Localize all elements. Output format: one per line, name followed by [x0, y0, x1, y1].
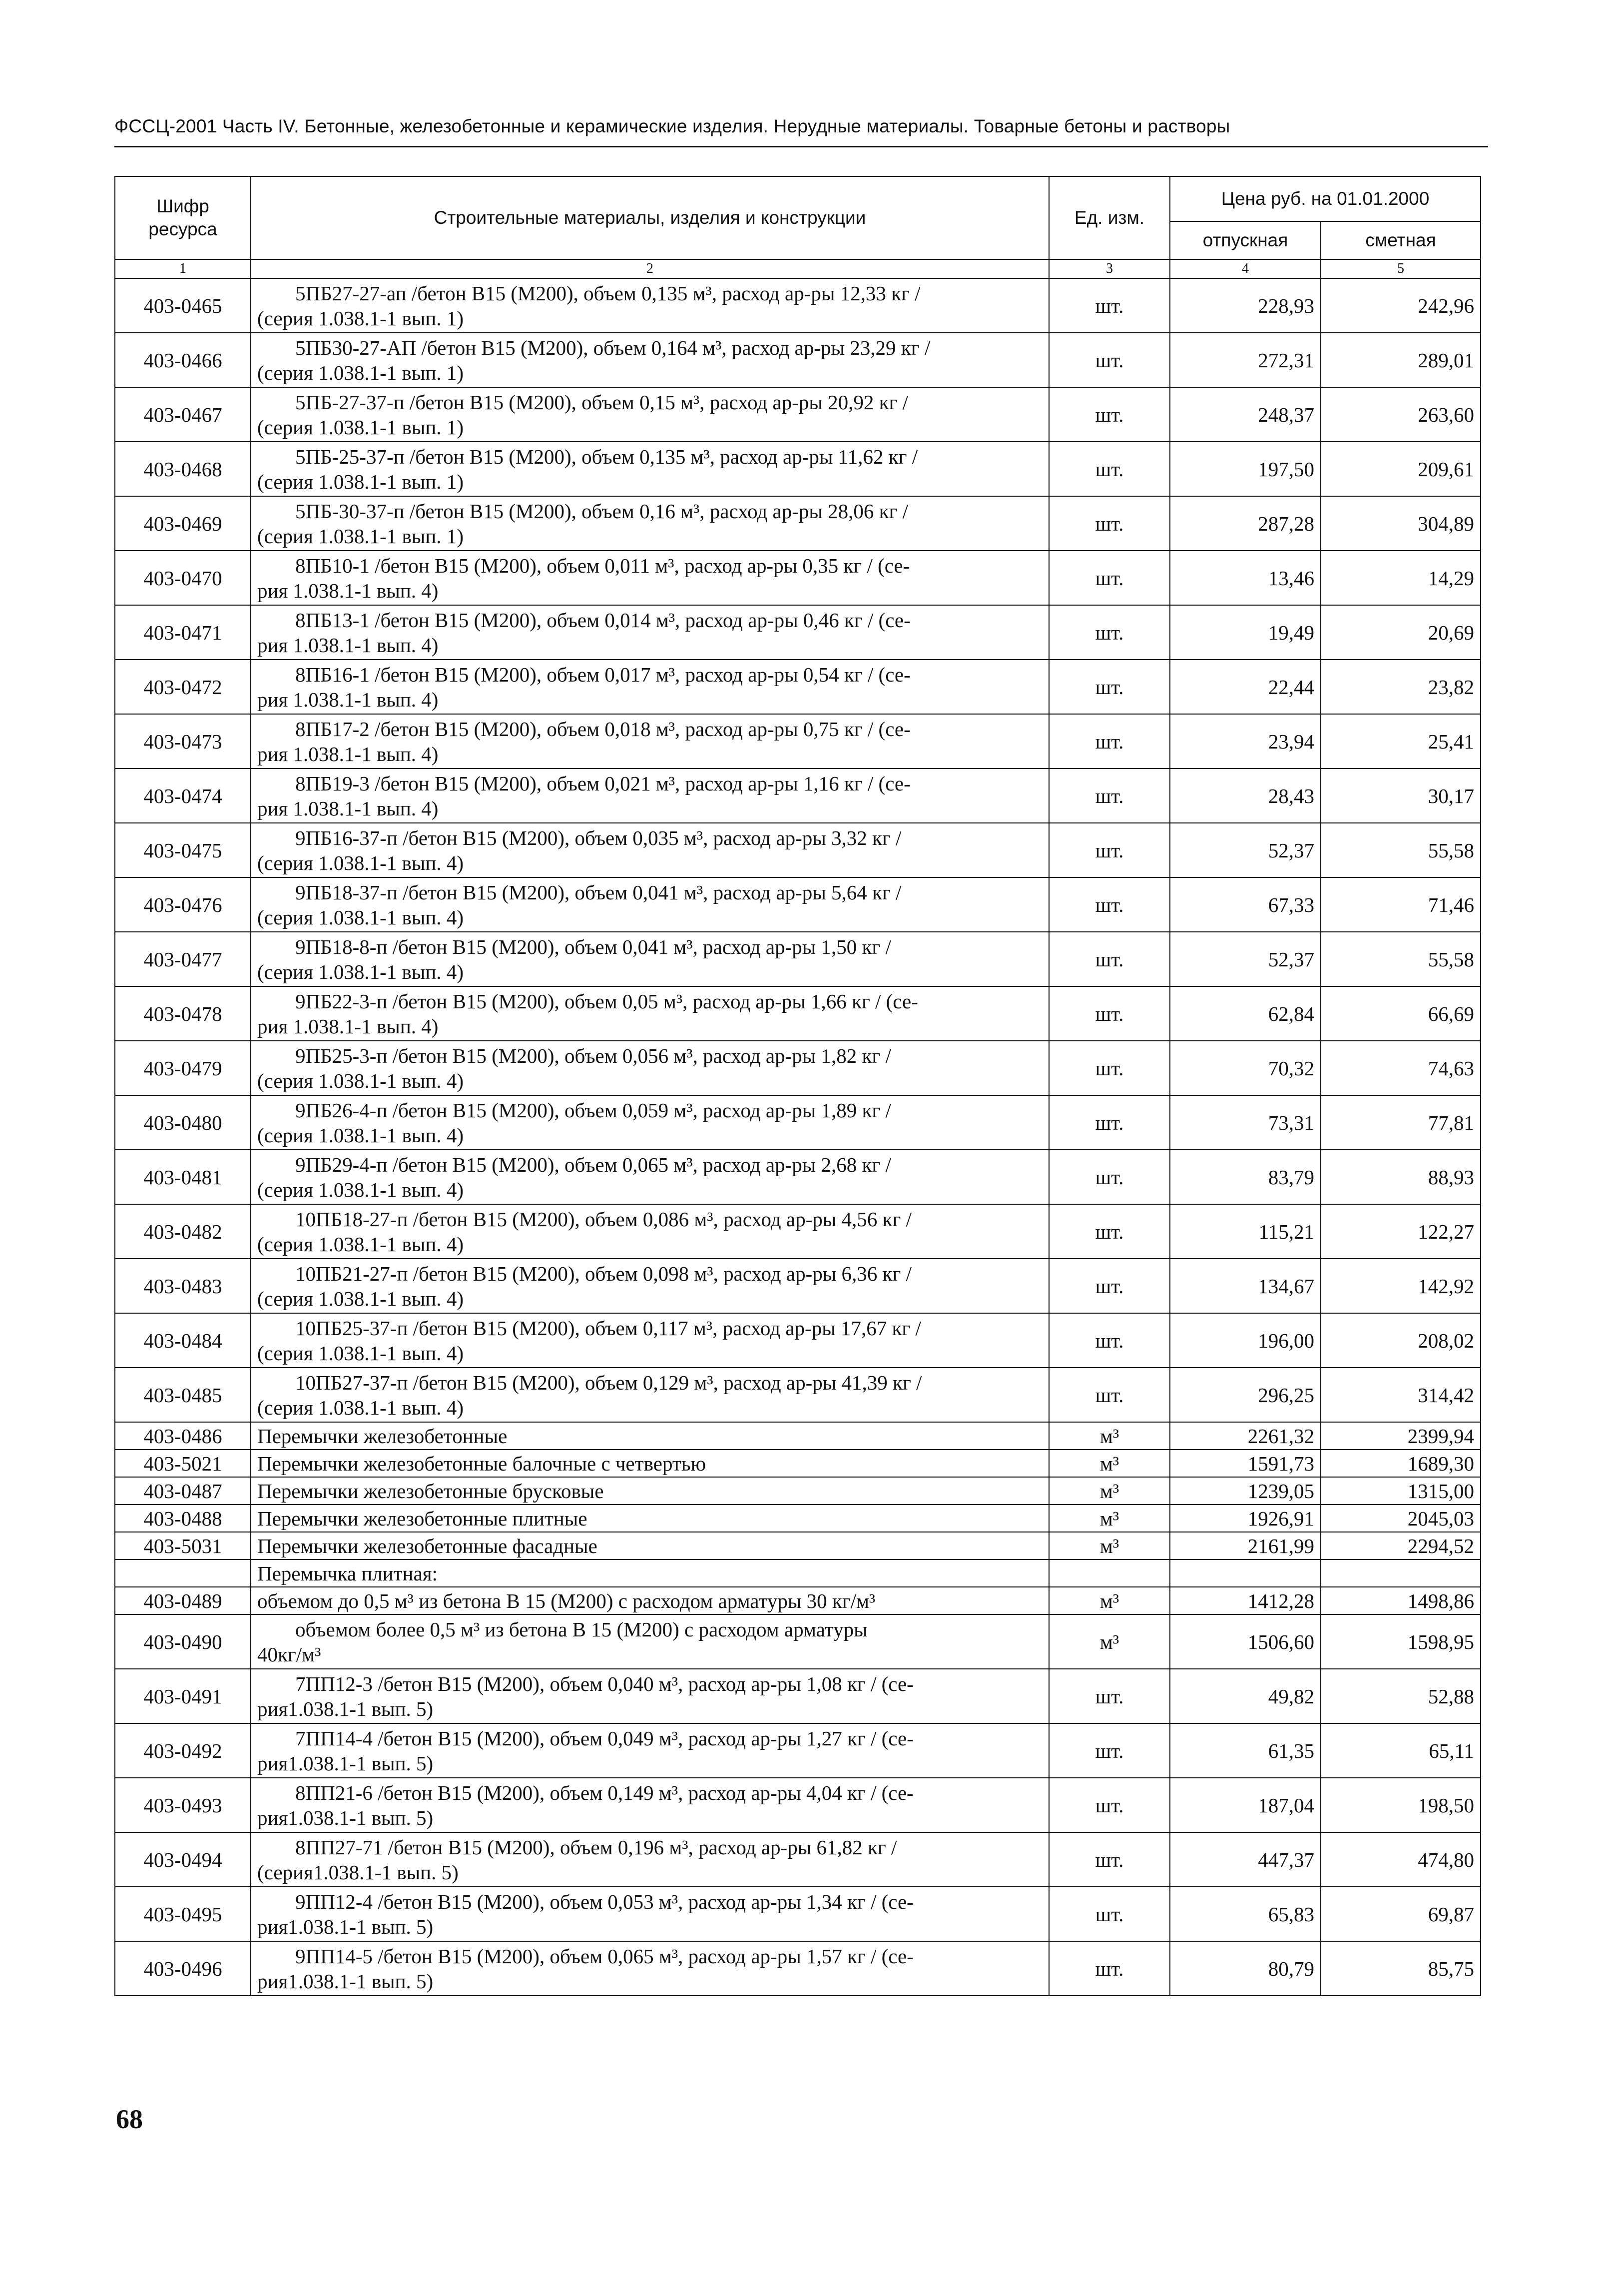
price-release-cell: 296,25: [1170, 1368, 1321, 1422]
resource-code: 403-0475: [115, 823, 251, 877]
unit-cell: шт.: [1049, 333, 1170, 387]
unit-cell: м³: [1049, 1450, 1170, 1477]
resource-name-line: 9ПБ26-4-п /бетон В15 (М200), объем 0,059 м³, расход ар-ры 1,89 кг /: [295, 1098, 891, 1122]
resource-name-line: 5ПБ-25-37-п /бетон В15 (М200), объем 0,135 м³, расход ар-ры 11,62 кг /: [295, 445, 918, 468]
column-number: 1: [115, 259, 251, 278]
unit-cell: шт.: [1049, 278, 1170, 333]
resource-name: [251, 605, 1049, 660]
price-release-cell: 2261,32: [1170, 1422, 1321, 1450]
resource-name: [251, 1204, 1049, 1259]
resource-name-line: объемом более 0,5 м³ из бетона В 15 (М200) с расходом арматуры: [295, 1617, 868, 1641]
price-release-cell: 447,37: [1170, 1832, 1321, 1887]
price-release-cell: 1926,91: [1170, 1505, 1321, 1532]
price-release-cell: 52,37: [1170, 932, 1321, 986]
resource-code: 403-0467: [115, 387, 251, 442]
resource-code: 403-0476: [115, 877, 251, 932]
resource-code: 403-0473: [115, 714, 251, 768]
resource-name-line: 8ПБ17-2 /бетон В15 (М200), объем 0,018 м³, расход ар-ры 0,75 кг / (се-: [295, 717, 911, 741]
resource-name-line: рия 1.038.1-1 вып. 4): [257, 796, 439, 820]
resource-code: 403-0480: [115, 1095, 251, 1150]
price-estimate-cell: 66,69: [1321, 986, 1481, 1041]
resource-name-line: (серия 1.038.1-1 вып. 1): [257, 470, 464, 493]
price-estimate-cell: 1498,86: [1321, 1587, 1481, 1614]
price-estimate-cell: 69,87: [1321, 1887, 1481, 1941]
resource-name-line: 8ПБ16-1 /бетон В15 (М200), объем 0,017 м³, расход ар-ры 0,54 кг / (се-: [295, 663, 911, 686]
resource-name-line: рия 1.038.1-1 вып. 4): [257, 688, 439, 711]
resource-name-line: (серия 1.038.1-1 вып. 1): [257, 361, 464, 384]
resource-name-line: (серия 1.038.1-1 вып. 4): [257, 1123, 464, 1147]
price-release-cell: 28,43: [1170, 768, 1321, 823]
resource-name-line: рия 1.038.1-1 вып. 4): [257, 742, 439, 765]
resource-code: 403-0482: [115, 1204, 251, 1259]
resource-name: [251, 1313, 1049, 1368]
unit-cell: шт.: [1049, 1259, 1170, 1313]
price-release-cell: 70,32: [1170, 1041, 1321, 1095]
price-release-cell: 13,46: [1170, 551, 1321, 605]
price-estimate-cell: 1315,00: [1321, 1477, 1481, 1505]
resource-name-line: 5ПБ-27-37-п /бетон В15 (М200), объем 0,15 м³, расход ар-ры 20,92 кг /: [295, 390, 909, 414]
resource-name-line: (серия 1.038.1-1 вып. 4): [257, 1287, 464, 1310]
table-row: [115, 768, 1481, 823]
price-release-cell: 52,37: [1170, 823, 1321, 877]
resource-name-line: 5ПБ27-27-ап /бетон В15 (М200), объем 0,135 м³, расход ар-ры 12,33 кг /: [295, 281, 921, 305]
header-code: Шифр ресурса: [115, 176, 251, 259]
price-release-cell: 134,67: [1170, 1259, 1321, 1313]
resource-name-line: 9ПБ29-4-п /бетон В15 (М200), объем 0,065 м³, расход ар-ры 2,68 кг /: [295, 1153, 891, 1176]
resource-name-line: 10ПБ21-27-п /бетон В15 (М200), объем 0,098 м³, расход ар-ры 6,36 кг /: [295, 1262, 912, 1285]
resource-code: 403-0471: [115, 605, 251, 660]
resource-name: [251, 333, 1049, 387]
table-row: [115, 1559, 1481, 1587]
resource-name-line: рия1.038.1-1 вып. 5): [257, 1915, 434, 1938]
price-estimate-cell: 314,42: [1321, 1368, 1481, 1422]
unit-cell: м³: [1049, 1532, 1170, 1559]
table-row: [115, 1150, 1481, 1204]
price-release-cell: 196,00: [1170, 1313, 1321, 1368]
resource-name-line: 8ПП27-71 /бетон В15 (М200), объем 0,196 м³, расход ар-ры 61,82 кг /: [295, 1835, 897, 1859]
table-row: [115, 551, 1481, 605]
resource-name-line: 10ПБ18-27-п /бетон В15 (М200), объем 0,086 м³, расход ар-ры 4,56 кг /: [295, 1207, 912, 1231]
resource-code: 403-0493: [115, 1778, 251, 1832]
resource-name: [251, 387, 1049, 442]
resource-name: [251, 660, 1049, 714]
price-estimate-cell: 209,61: [1321, 442, 1481, 496]
resource-name: [251, 496, 1049, 551]
page-number: 68: [116, 2104, 143, 2134]
price-estimate-cell: 52,88: [1321, 1669, 1481, 1723]
resource-name: Перемычки железобетонные брусковые: [251, 1477, 1049, 1505]
price-estimate-cell: 74,63: [1321, 1041, 1481, 1095]
unit-cell: шт.: [1049, 714, 1170, 768]
unit-cell: шт.: [1049, 768, 1170, 823]
price-estimate-cell: 2399,94: [1321, 1422, 1481, 1450]
resource-code: 403-0474: [115, 768, 251, 823]
resource-code: 403-0470: [115, 551, 251, 605]
resource-name-line: 9ПБ18-37-п /бетон В15 (М200), объем 0,041 м³, расход ар-ры 5,64 кг /: [295, 880, 902, 904]
resource-name-line: 9ПБ22-3-п /бетон В15 (М200), объем 0,05 м³, расход ар-ры 1,66 кг / (се-: [295, 989, 918, 1013]
table-row: [115, 660, 1481, 714]
table-row: [115, 714, 1481, 768]
resource-name-line: (серия 1.038.1-1 вып. 1): [257, 524, 464, 548]
resource-code: [115, 1559, 251, 1587]
resource-name-line: 7ПП14-4 /бетон В15 (М200), объем 0,049 м³, расход ар-ры 1,27 кг / (се-: [295, 1726, 914, 1750]
resource-code: 403-5021: [115, 1450, 251, 1477]
resource-name-line: (серия 1.038.1-1 вып. 4): [257, 1341, 464, 1365]
price-release-cell: 1239,05: [1170, 1477, 1321, 1505]
unit-cell: шт.: [1049, 605, 1170, 660]
resource-name: [251, 1368, 1049, 1422]
resource-name: [251, 1259, 1049, 1313]
price-release-cell: 228,93: [1170, 278, 1321, 333]
table-row: [115, 333, 1481, 387]
unit-cell: шт.: [1049, 1204, 1170, 1259]
resource-code: 403-0495: [115, 1887, 251, 1941]
price-estimate-cell: 304,89: [1321, 496, 1481, 551]
price-estimate-cell: [1321, 1559, 1481, 1587]
resource-name-line: (серия 1.038.1-1 вып. 1): [257, 415, 464, 439]
resource-code: 403-0487: [115, 1477, 251, 1505]
price-release-cell: 61,35: [1170, 1723, 1321, 1778]
table-row: [115, 1505, 1481, 1532]
header-price-group: Цена руб. на 01.01.2000: [1170, 176, 1481, 221]
table-row: [115, 442, 1481, 496]
resource-name: [251, 1832, 1049, 1887]
table-row: [115, 932, 1481, 986]
resource-name-line: (серия 1.038.1-1 вып. 4): [257, 1232, 464, 1256]
resource-code: 403-0492: [115, 1723, 251, 1778]
price-release-cell: 22,44: [1170, 660, 1321, 714]
price-release-cell: 197,50: [1170, 442, 1321, 496]
resource-name-line: рия 1.038.1-1 вып. 4): [257, 633, 439, 657]
resource-name: [251, 823, 1049, 877]
resource-name-line: (серия 1.038.1-1 вып. 1): [257, 306, 464, 330]
unit-cell: [1049, 1559, 1170, 1587]
table-row: [115, 1477, 1481, 1505]
resource-name: Перемычки железобетонные плитные: [251, 1505, 1049, 1532]
unit-cell: м³: [1049, 1505, 1170, 1532]
resource-code: 403-0494: [115, 1832, 251, 1887]
resource-name: [251, 278, 1049, 333]
table-body: [115, 278, 1481, 1996]
price-release-cell: 2161,99: [1170, 1532, 1321, 1559]
unit-cell: м³: [1049, 1587, 1170, 1614]
price-release-cell: 19,49: [1170, 605, 1321, 660]
unit-cell: м³: [1049, 1422, 1170, 1450]
table-row: [115, 387, 1481, 442]
resource-name-line: рия1.038.1-1 вып. 5): [257, 1751, 434, 1775]
resource-name-line: (серия 1.038.1-1 вып. 4): [257, 1069, 464, 1092]
resource-name-line: (серия 1.038.1-1 вып. 4): [257, 1178, 464, 1201]
header-price-release: отпускная: [1170, 221, 1321, 259]
column-number: 5: [1321, 259, 1481, 278]
price-release-cell: 1412,28: [1170, 1587, 1321, 1614]
price-release-cell: 73,31: [1170, 1095, 1321, 1150]
unit-cell: шт.: [1049, 1313, 1170, 1368]
unit-cell: шт.: [1049, 1887, 1170, 1941]
price-release-cell: 23,94: [1170, 714, 1321, 768]
unit-cell: шт.: [1049, 1723, 1170, 1778]
price-estimate-cell: 20,69: [1321, 605, 1481, 660]
resource-name: Перемычки железобетонные фасадные: [251, 1532, 1049, 1559]
price-estimate-cell: 2045,03: [1321, 1505, 1481, 1532]
table-row: [115, 1095, 1481, 1150]
price-estimate-cell: 88,93: [1321, 1150, 1481, 1204]
table-row: [115, 605, 1481, 660]
price-estimate-cell: 474,80: [1321, 1832, 1481, 1887]
resource-code: 403-5031: [115, 1532, 251, 1559]
price-release-cell: 65,83: [1170, 1887, 1321, 1941]
price-release-cell: 287,28: [1170, 496, 1321, 551]
resource-name: объемом до 0,5 м³ из бетона В 15 (М200) с расходом арматуры 30 кг/м³: [251, 1587, 1049, 1614]
table-row: [115, 1422, 1481, 1450]
unit-cell: шт.: [1049, 1778, 1170, 1832]
resource-code: 403-0468: [115, 442, 251, 496]
column-number: 4: [1170, 259, 1321, 278]
resource-code: 403-0485: [115, 1368, 251, 1422]
price-release-cell: [1170, 1559, 1321, 1587]
resource-name: [251, 986, 1049, 1041]
resource-code: 403-0496: [115, 1941, 251, 1996]
page-header: ФССЦ-2001 Часть IV. Бетонные, железобетонные и керамические изделия. Нерудные материалы. Товарные бетоны и растворы: [114, 116, 1230, 136]
resource-code: 403-0486: [115, 1422, 251, 1450]
table-row: [115, 986, 1481, 1041]
table-row: [115, 1368, 1481, 1422]
resource-name-line: 9ПП12-4 /бетон В15 (М200), объем 0,053 м³, расход ар-ры 1,34 кг / (се-: [295, 1890, 914, 1913]
unit-cell: шт.: [1049, 932, 1170, 986]
resource-name: [251, 1041, 1049, 1095]
resource-name: [251, 768, 1049, 823]
price-estimate-cell: 71,46: [1321, 877, 1481, 932]
resource-name: [251, 1723, 1049, 1778]
price-release-cell: 248,37: [1170, 387, 1321, 442]
table-row: [115, 1614, 1481, 1669]
table-row: [115, 1450, 1481, 1477]
resource-name-line: (серия 1.038.1-1 вып. 4): [257, 851, 464, 874]
resource-name: [251, 714, 1049, 768]
resource-code: 403-0465: [115, 278, 251, 333]
resource-name: [251, 877, 1049, 932]
table-row: [115, 496, 1481, 551]
resource-name-line: рия 1.038.1-1 вып. 4): [257, 579, 439, 602]
resource-code: 403-0490: [115, 1614, 251, 1669]
resource-code: 403-0472: [115, 660, 251, 714]
header-rule: [114, 146, 1488, 147]
resource-price-table: [114, 176, 1481, 1996]
resource-code: 403-0478: [115, 986, 251, 1041]
resource-name-line: 40кг/м³: [257, 1642, 321, 1666]
resource-code: 403-0484: [115, 1313, 251, 1368]
unit-cell: шт.: [1049, 823, 1170, 877]
resource-name-line: 5ПБ30-27-АП /бетон В15 (М200), объем 0,164 м³, расход ар-ры 23,29 кг /: [295, 336, 931, 359]
unit-cell: шт.: [1049, 1832, 1170, 1887]
resource-name-line: 9ПБ18-8-п /бетон В15 (М200), объем 0,041 м³, расход ар-ры 1,50 кг /: [295, 935, 891, 958]
price-estimate-cell: 23,82: [1321, 660, 1481, 714]
column-number: 2: [251, 259, 1049, 278]
resource-name: [251, 551, 1049, 605]
resource-name-line: рия 1.038.1-1 вып. 4): [257, 1014, 439, 1038]
column-number: 3: [1049, 259, 1170, 278]
price-estimate-cell: 30,17: [1321, 768, 1481, 823]
resource-code: 403-0469: [115, 496, 251, 551]
unit-cell: шт.: [1049, 551, 1170, 605]
price-estimate-cell: 289,01: [1321, 333, 1481, 387]
resource-name: [251, 1887, 1049, 1941]
price-release-cell: 1591,73: [1170, 1450, 1321, 1477]
price-estimate-cell: 142,92: [1321, 1259, 1481, 1313]
price-estimate-cell: 2294,52: [1321, 1532, 1481, 1559]
header-unit: Ед. изм.: [1049, 176, 1170, 259]
unit-cell: шт.: [1049, 496, 1170, 551]
price-estimate-cell: 55,58: [1321, 932, 1481, 986]
table-row: [115, 1832, 1481, 1887]
resource-name-line: (серия1.038.1-1 вып. 5): [257, 1860, 459, 1884]
price-estimate-cell: 85,75: [1321, 1941, 1481, 1996]
resource-name-line: рия1.038.1-1 вып. 5): [257, 1806, 434, 1829]
unit-cell: шт.: [1049, 442, 1170, 496]
price-release-cell: 62,84: [1170, 986, 1321, 1041]
unit-cell: шт.: [1049, 1150, 1170, 1204]
resource-name: [251, 1150, 1049, 1204]
resource-name-line: 9ПБ25-3-п /бетон В15 (М200), объем 0,056 м³, расход ар-ры 1,82 кг /: [295, 1044, 891, 1067]
table-row: [115, 1941, 1481, 1996]
table-row: [115, 877, 1481, 932]
resource-name: Перемычки железобетонные балочные с четвертью: [251, 1450, 1049, 1477]
price-estimate-cell: 14,29: [1321, 551, 1481, 605]
table-row: [115, 1587, 1481, 1614]
price-estimate-cell: 122,27: [1321, 1204, 1481, 1259]
unit-cell: шт.: [1049, 387, 1170, 442]
resource-name-line: 8ПП21-6 /бетон В15 (М200), объем 0,149 м³, расход ар-ры 4,04 кг / (се-: [295, 1781, 914, 1804]
resource-name-line: (серия 1.038.1-1 вып. 4): [257, 905, 464, 929]
unit-cell: шт.: [1049, 877, 1170, 932]
price-release-cell: 83,79: [1170, 1150, 1321, 1204]
resource-name: [251, 1778, 1049, 1832]
price-estimate-cell: 55,58: [1321, 823, 1481, 877]
unit-cell: шт.: [1049, 660, 1170, 714]
price-estimate-cell: 65,11: [1321, 1723, 1481, 1778]
unit-cell: шт.: [1049, 1041, 1170, 1095]
price-estimate-cell: 208,02: [1321, 1313, 1481, 1368]
resource-name-line: 9ПП14-5 /бетон В15 (М200), объем 0,065 м³, расход ар-ры 1,57 кг / (се-: [295, 1944, 914, 1968]
resource-name-line: (серия 1.038.1-1 вып. 4): [257, 960, 464, 983]
price-release-cell: 67,33: [1170, 877, 1321, 932]
price-estimate-cell: 242,96: [1321, 278, 1481, 333]
price-release-cell: 49,82: [1170, 1669, 1321, 1723]
price-release-cell: 272,31: [1170, 333, 1321, 387]
resource-name: [251, 442, 1049, 496]
resource-code: 403-0491: [115, 1669, 251, 1723]
table-row: [115, 1723, 1481, 1778]
resource-name-line: 10ПБ25-37-п /бетон В15 (М200), объем 0,117 м³, расход ар-ры 17,67 кг /: [295, 1316, 921, 1340]
unit-cell: шт.: [1049, 1368, 1170, 1422]
unit-cell: шт.: [1049, 986, 1170, 1041]
resource-code: 403-0489: [115, 1587, 251, 1614]
unit-cell: шт.: [1049, 1095, 1170, 1150]
header-name: Строительные материалы, изделия и конструкции: [251, 176, 1049, 259]
resource-name-line: 7ПП12-3 /бетон В15 (М200), объем 0,040 м³, расход ар-ры 1,08 кг / (се-: [295, 1672, 914, 1695]
resource-code: 403-0479: [115, 1041, 251, 1095]
price-release-cell: 80,79: [1170, 1941, 1321, 1996]
resource-name-line: 8ПБ13-1 /бетон В15 (М200), объем 0,014 м³, расход ар-ры 0,46 кг / (се-: [295, 608, 911, 632]
resource-name-line: рия1.038.1-1 вып. 5): [257, 1697, 434, 1720]
price-release-cell: 115,21: [1170, 1204, 1321, 1259]
resource-name: [251, 1941, 1049, 1996]
price-estimate-cell: 198,50: [1321, 1778, 1481, 1832]
resource-code: 403-0477: [115, 932, 251, 986]
resource-name: [251, 1614, 1049, 1669]
table-row: [115, 1313, 1481, 1368]
price-release-cell: 187,04: [1170, 1778, 1321, 1832]
table-row: [115, 1259, 1481, 1313]
resource-name: Перемычка плитная:: [251, 1559, 1049, 1587]
unit-cell: шт.: [1049, 1669, 1170, 1723]
resource-name-line: (серия 1.038.1-1 вып. 4): [257, 1396, 464, 1419]
table-row: [115, 1532, 1481, 1559]
resource-name-line: 8ПБ19-3 /бетон В15 (М200), объем 0,021 м³, расход ар-ры 1,16 кг / (се-: [295, 771, 911, 795]
price-estimate-cell: 25,41: [1321, 714, 1481, 768]
table-row: [115, 1041, 1481, 1095]
price-release-cell: 1506,60: [1170, 1614, 1321, 1669]
price-estimate-cell: 1689,30: [1321, 1450, 1481, 1477]
table-row: [115, 823, 1481, 877]
resource-code: 403-0488: [115, 1505, 251, 1532]
resource-name: [251, 1095, 1049, 1150]
price-estimate-cell: 77,81: [1321, 1095, 1481, 1150]
resource-name-line: 8ПБ10-1 /бетон В15 (М200), объем 0,011 м³, расход ар-ры 0,35 кг / (се-: [295, 554, 910, 577]
header-price-estimate: сметная: [1321, 221, 1481, 259]
resource-code: 403-0466: [115, 333, 251, 387]
unit-cell: шт.: [1049, 1941, 1170, 1996]
table-row: [115, 278, 1481, 333]
resource-name-line: 10ПБ27-37-п /бетон В15 (М200), объем 0,129 м³, расход ар-ры 41,39 кг /: [295, 1371, 922, 1394]
resource-name-line: рия1.038.1-1 вып. 5): [257, 1969, 434, 1993]
price-estimate-cell: 1598,95: [1321, 1614, 1481, 1669]
resource-name: [251, 932, 1049, 986]
resource-name: [251, 1669, 1049, 1723]
table-row: [115, 1669, 1481, 1723]
unit-cell: м³: [1049, 1477, 1170, 1505]
table-row: [115, 1778, 1481, 1832]
resource-name-line: 9ПБ16-37-п /бетон В15 (М200), объем 0,035 м³, расход ар-ры 3,32 кг /: [295, 826, 902, 849]
resource-code: 403-0481: [115, 1150, 251, 1204]
table-row: [115, 1887, 1481, 1941]
resource-name: Перемычки железобетонные: [251, 1422, 1049, 1450]
resource-code: 403-0483: [115, 1259, 251, 1313]
unit-cell: м³: [1049, 1614, 1170, 1669]
table-row: [115, 1204, 1481, 1259]
price-estimate-cell: 263,60: [1321, 387, 1481, 442]
resource-name-line: 5ПБ-30-37-п /бетон В15 (М200), объем 0,16 м³, расход ар-ры 28,06 кг /: [295, 499, 909, 523]
